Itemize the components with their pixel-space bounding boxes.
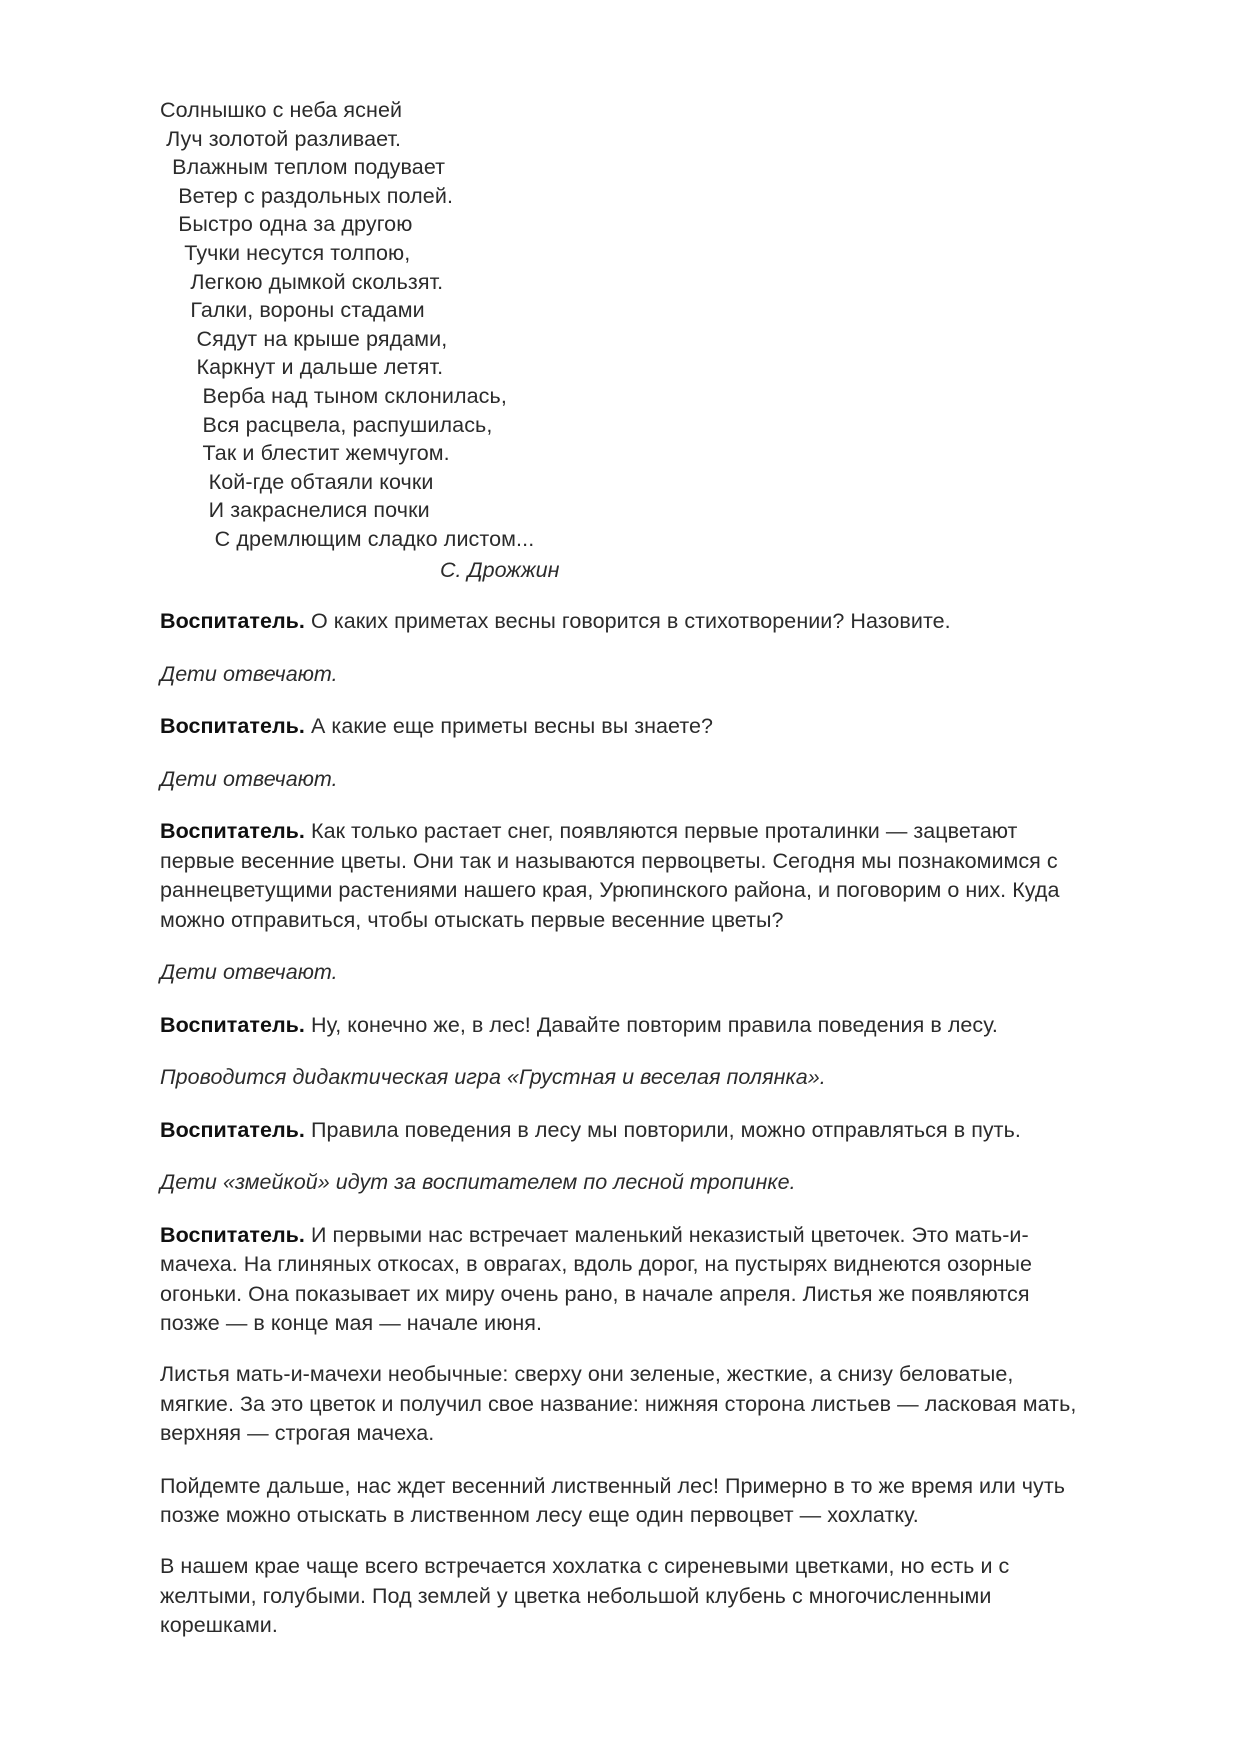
- poem-line: Верба над тыном склонилась,: [160, 383, 507, 408]
- poem-line: Быстро одна за другою: [160, 212, 413, 237]
- poem-line: Галки, вороны стадами: [160, 298, 425, 323]
- dialogue-text: Правила поведения в лесу мы повторили, можно отправляться в путь.: [304, 1117, 1021, 1142]
- poem-attribution: С. Дрожжин: [440, 557, 560, 582]
- dialogue-text: А какие еще приметы весны вы знаете?: [304, 714, 714, 739]
- speaker-label: Воспитатель.: [160, 1012, 305, 1037]
- poem-line: Влажным теплом подувает: [160, 155, 446, 180]
- poem-line: С дремлющим сладко листом...: [160, 526, 535, 551]
- poem-line: Солнышко с неба ясней: [160, 98, 403, 122]
- poem-line: Каркнут и дальше летят.: [160, 355, 444, 380]
- dialogue-block: [160, 1221, 1080, 1339]
- poem-line: Луч золотой разливает.: [160, 126, 402, 151]
- poem-line: Вся расцвела, распушилась,: [160, 412, 493, 437]
- speaker-label: Воспитатель.: [160, 1117, 305, 1142]
- speaker-label: Воспитатель.: [160, 609, 305, 634]
- dialogue-block: [160, 1011, 1080, 1041]
- dialogue-block: [160, 817, 1080, 935]
- speaker-label: Воспитатель.: [160, 819, 305, 844]
- dialogue-block: [160, 712, 1080, 742]
- poem-line: Тучки несутся толпою,: [160, 240, 411, 265]
- dialogue-text: О каких приметах весны говорится в стихотворении? Назовите.: [304, 609, 951, 634]
- speaker-label: Воспитатель.: [160, 1222, 305, 1247]
- stage-direction: Дети отвечают.: [160, 661, 338, 686]
- dialogue-text: Ну, конечно же, в лес! Давайте повторим правила поведения в лесу.: [304, 1012, 998, 1037]
- stage-direction: Проводится дидактическая игра «Грустная и веселая полянка».: [160, 1065, 826, 1090]
- poem-line: Легкою дымкой скользят.: [160, 269, 444, 294]
- poem-line: Ветер с раздольных полей.: [160, 183, 454, 208]
- stage-direction: Дети отвечают.: [160, 766, 338, 791]
- poem-line: Кой-где обтаяли кочки: [160, 469, 434, 494]
- poem-line: И закраснелися почки: [160, 498, 430, 523]
- stage-direction: Дети отвечают.: [160, 960, 338, 985]
- stage-direction: Дети «змейкой» идут за воспитателем по лесной тропинке.: [160, 1170, 796, 1195]
- dialogue-text: И первыми нас встречает маленький неказистый цветочек. Это мать-и-мачеха. На глиняных откосах, в оврагах, вдоль дорог, на пустырях виднеются озорные огоньки. Она показывает их миру очень рано, в начале апреля. Листья же появляются позже — в конце мая — начале июня.: [160, 1222, 1033, 1336]
- poem-line: Так и блестит жемчугом.: [160, 441, 450, 466]
- paragraph: В нашем крае чаще всего встречается хохлатка с сиреневыми цветками, но есть и с желтыми, голубыми. Под землей у цветка небольшой клубень с многочисленными корешками.: [160, 1554, 1010, 1638]
- paragraph: Листья мать-и-мачехи необычные: сверху они зеленые, жесткие, а снизу беловатые, мягкие. За это цветок и получил свое название: нижняя сторона листьев — ласковая мать, верхняя — строгая мачеха.: [160, 1362, 1077, 1446]
- poem: [160, 96, 1080, 584]
- speaker-label: Воспитатель.: [160, 714, 305, 739]
- dialogue-text: Как только растает снег, появляются первые проталинки — зацветают первые весенние цветы. Они так и называются первоцветы. Сегодня мы познакомимся с раннецветущими растениями нашего края, Урюпинского района, и поговорим о них. Куда можно отправиться, чтобы отыскать первые весенние цветы?: [160, 819, 1060, 932]
- page-content: [160, 96, 1080, 1662]
- dialogue-block: [160, 607, 1080, 637]
- poem-line: Сядут на крыше рядами,: [160, 326, 448, 351]
- paragraph: Пойдемте дальше, нас ждет весенний лиственный лес! Примерно в то же время или чуть позже можно отыскать в лиственном лесу еще один первоцвет — хохлатку.: [160, 1473, 1065, 1528]
- dialogue-block: [160, 1116, 1080, 1146]
